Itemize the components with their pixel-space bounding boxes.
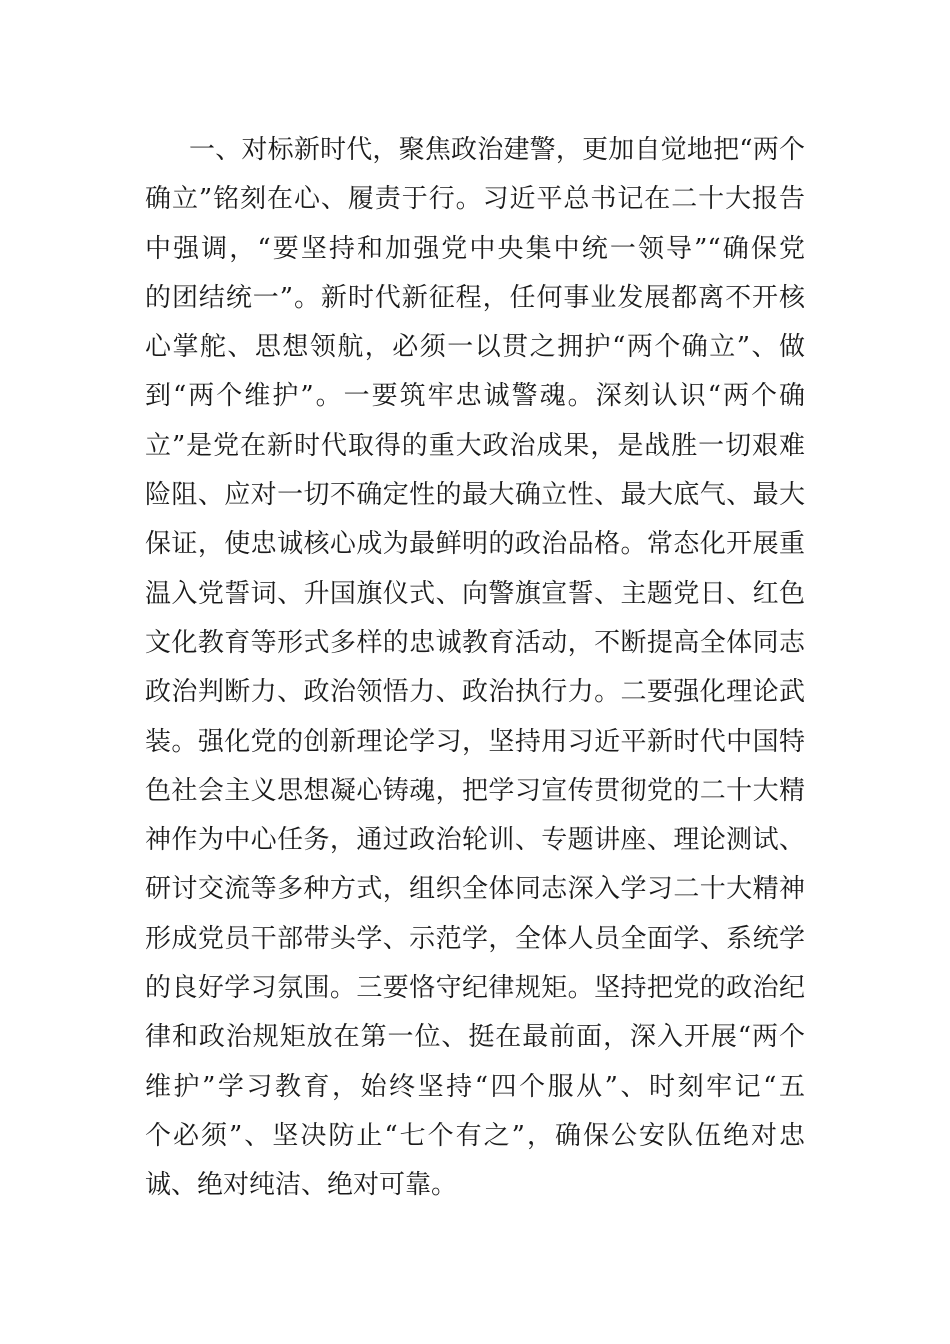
paragraph-line-6: 到“两个维护”。一要筑牢忠诚警魂。深刻认识“两个确 <box>145 381 805 412</box>
paragraph-line-22: 诚、绝对纯洁、绝对可靠。 <box>145 1170 458 1201</box>
paragraph-line-5: 心掌舵、思想领航，必须一以贯之拥护“两个确立”、做 <box>145 332 805 363</box>
paragraph-line-8: 险阻、应对一切不确定性的最大确立性、最大底气、最大 <box>145 480 805 511</box>
paragraph-line-15: 神作为中心任务，通过政治轮训、专题讲座、理论测试、 <box>145 825 805 856</box>
paragraph-line-1: 一、对标新时代，聚焦政治建警，更加自觉地把“两个 <box>189 135 805 165</box>
paragraph-line-7: 立”是党在新时代取得的重大政治成果，是战胜一切艰难 <box>145 430 805 461</box>
paragraph-line-21: 个必须”、坚决防止“七个有之”，确保公安队伍绝对忠 <box>145 1120 805 1151</box>
paragraph-line-4: 的团结统一”。新时代新征程，任何事业发展都离不开核 <box>145 282 805 313</box>
paragraph-line-20: 维护”学习教育，始终坚持“四个服从”、时刻牢记“五 <box>145 1071 805 1102</box>
paragraph-line-14: 色社会主义思想凝心铸魂，把学习宣传贯彻党的二十大精 <box>145 775 805 806</box>
paragraph-line-11: 文化教育等形式多样的忠诚教育活动，不断提高全体同志 <box>145 627 805 658</box>
paragraph-line-12: 政治判断力、政治领悟力、政治执行力。二要强化理论武 <box>145 677 805 708</box>
paragraph-line-13: 装。强化党的创新理论学习，坚持用习近平新时代中国特 <box>145 726 805 757</box>
paragraph-line-17: 形成党员干部带头学、示范学，全体人员全面学、系统学 <box>145 923 805 954</box>
paragraph-line-16: 研讨交流等多种方式，组织全体同志深入学习二十大精神 <box>145 874 805 905</box>
paragraph-line-9: 保证，使忠诚核心成为最鲜明的政治品格。常态化开展重 <box>145 529 805 560</box>
paragraph-line-3: 中强调，“要坚持和加强党中央集中统一领导”“确保党 <box>145 233 805 264</box>
body-paragraph <box>145 126 805 1211</box>
paragraph-line-10: 温入党誓词、升国旗仪式、向警旗宣誓、主题党日、红色 <box>145 578 805 609</box>
paragraph-line-2: 确立”铭刻在心、履责于行。习近平总书记在二十大报告 <box>145 184 805 215</box>
paragraph-line-18: 的良好学习氛围。三要恪守纪律规矩。坚持把党的政治纪 <box>145 973 805 1004</box>
paragraph-line-19: 律和政治规矩放在第一位、挺在最前面，深入开展“两个 <box>145 1022 805 1053</box>
